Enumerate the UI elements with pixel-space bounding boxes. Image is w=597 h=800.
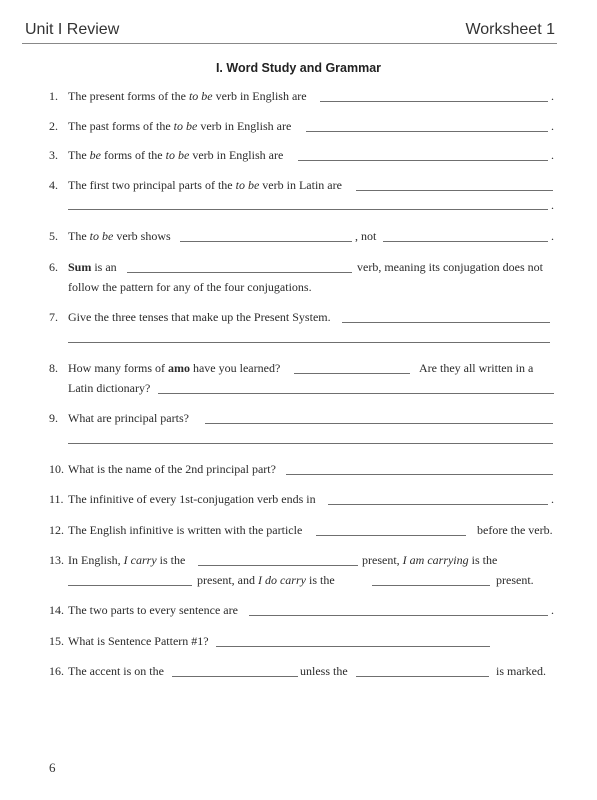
- question-1: 1. The present forms of the to be verb in English are: [49, 89, 307, 103]
- answer-blank[interactable]: [356, 676, 489, 677]
- unit-title: Unit I Review: [25, 21, 120, 38]
- answer-blank[interactable]: [383, 241, 548, 242]
- page-header: [22, 19, 557, 44]
- question-15: 15. What is Sentence Pattern #1?: [49, 634, 209, 648]
- answer-blank[interactable]: [316, 535, 466, 536]
- answer-blank[interactable]: [216, 646, 490, 647]
- question-12: 12. The English infinitive is written with the particle: [49, 523, 303, 537]
- question-number: 16.: [49, 664, 64, 678]
- question-number: 12.: [49, 523, 64, 537]
- page-number: 6: [49, 760, 56, 775]
- answer-blank[interactable]: [298, 160, 548, 161]
- answer-blank[interactable]: [320, 101, 548, 102]
- answer-blank[interactable]: [172, 676, 298, 677]
- question-8: 8. How many forms of amo have you learned?: [49, 361, 281, 375]
- question-number: 11.: [49, 492, 64, 506]
- question-number: 9.: [49, 411, 58, 425]
- question-number: 10.: [49, 462, 64, 476]
- question-number: 13.: [49, 553, 64, 567]
- answer-blank[interactable]: [294, 373, 410, 374]
- answer-blank[interactable]: [249, 615, 548, 616]
- answer-blank[interactable]: [158, 393, 554, 394]
- answer-blank[interactable]: [68, 342, 550, 343]
- question-4: 4. The first two principal parts of the to be verb in Latin are: [49, 178, 342, 192]
- question-number: 5.: [49, 229, 58, 243]
- question-7: 7. Give the three tenses that make up the Present System.: [49, 310, 331, 324]
- question-number: 7.: [49, 310, 58, 324]
- question-2: 2. The past forms of the to be verb in English are: [49, 119, 292, 133]
- question-number: 4.: [49, 178, 58, 192]
- answer-blank[interactable]: [127, 272, 352, 273]
- question-number: 2.: [49, 119, 58, 133]
- question-3: 3. The be forms of the to be verb in English are: [49, 148, 284, 162]
- answer-blank[interactable]: [306, 131, 548, 132]
- question-6: 6. Sum is an: [49, 260, 117, 274]
- question-number: 14.: [49, 603, 64, 617]
- answer-blank[interactable]: [68, 443, 553, 444]
- worksheet-label: Worksheet 1: [465, 21, 555, 38]
- question-14: 14. The two parts to every sentence are: [49, 603, 238, 617]
- answer-blank[interactable]: [198, 565, 358, 566]
- answer-blank[interactable]: [372, 585, 490, 586]
- answer-blank[interactable]: [286, 474, 553, 475]
- section-title: I. Word Study and Grammar: [215, 61, 382, 75]
- answer-blank[interactable]: [68, 209, 548, 210]
- question-16: 16. The accent is on the: [49, 664, 164, 678]
- question-number: 1.: [49, 89, 58, 103]
- answer-blank[interactable]: [328, 504, 548, 505]
- question-number: 6.: [49, 260, 58, 274]
- question-number: 8.: [49, 361, 58, 375]
- question-5: 5. The to be verb shows: [49, 229, 171, 243]
- answer-blank[interactable]: [68, 585, 192, 586]
- question-10: 10. What is the name of the 2nd principal part?: [49, 462, 276, 476]
- question-number: 3.: [49, 148, 58, 162]
- answer-blank[interactable]: [205, 423, 553, 424]
- question-9: 9. What are principal parts?: [49, 411, 189, 425]
- question-13: 13. In English, I carry is the: [49, 553, 186, 567]
- question-number: 15.: [49, 634, 64, 648]
- answer-blank[interactable]: [342, 322, 550, 323]
- answer-blank[interactable]: [356, 190, 553, 191]
- answer-blank[interactable]: [180, 241, 352, 242]
- question-11: 11. The infinitive of every 1st-conjugation verb ends in: [49, 492, 316, 506]
